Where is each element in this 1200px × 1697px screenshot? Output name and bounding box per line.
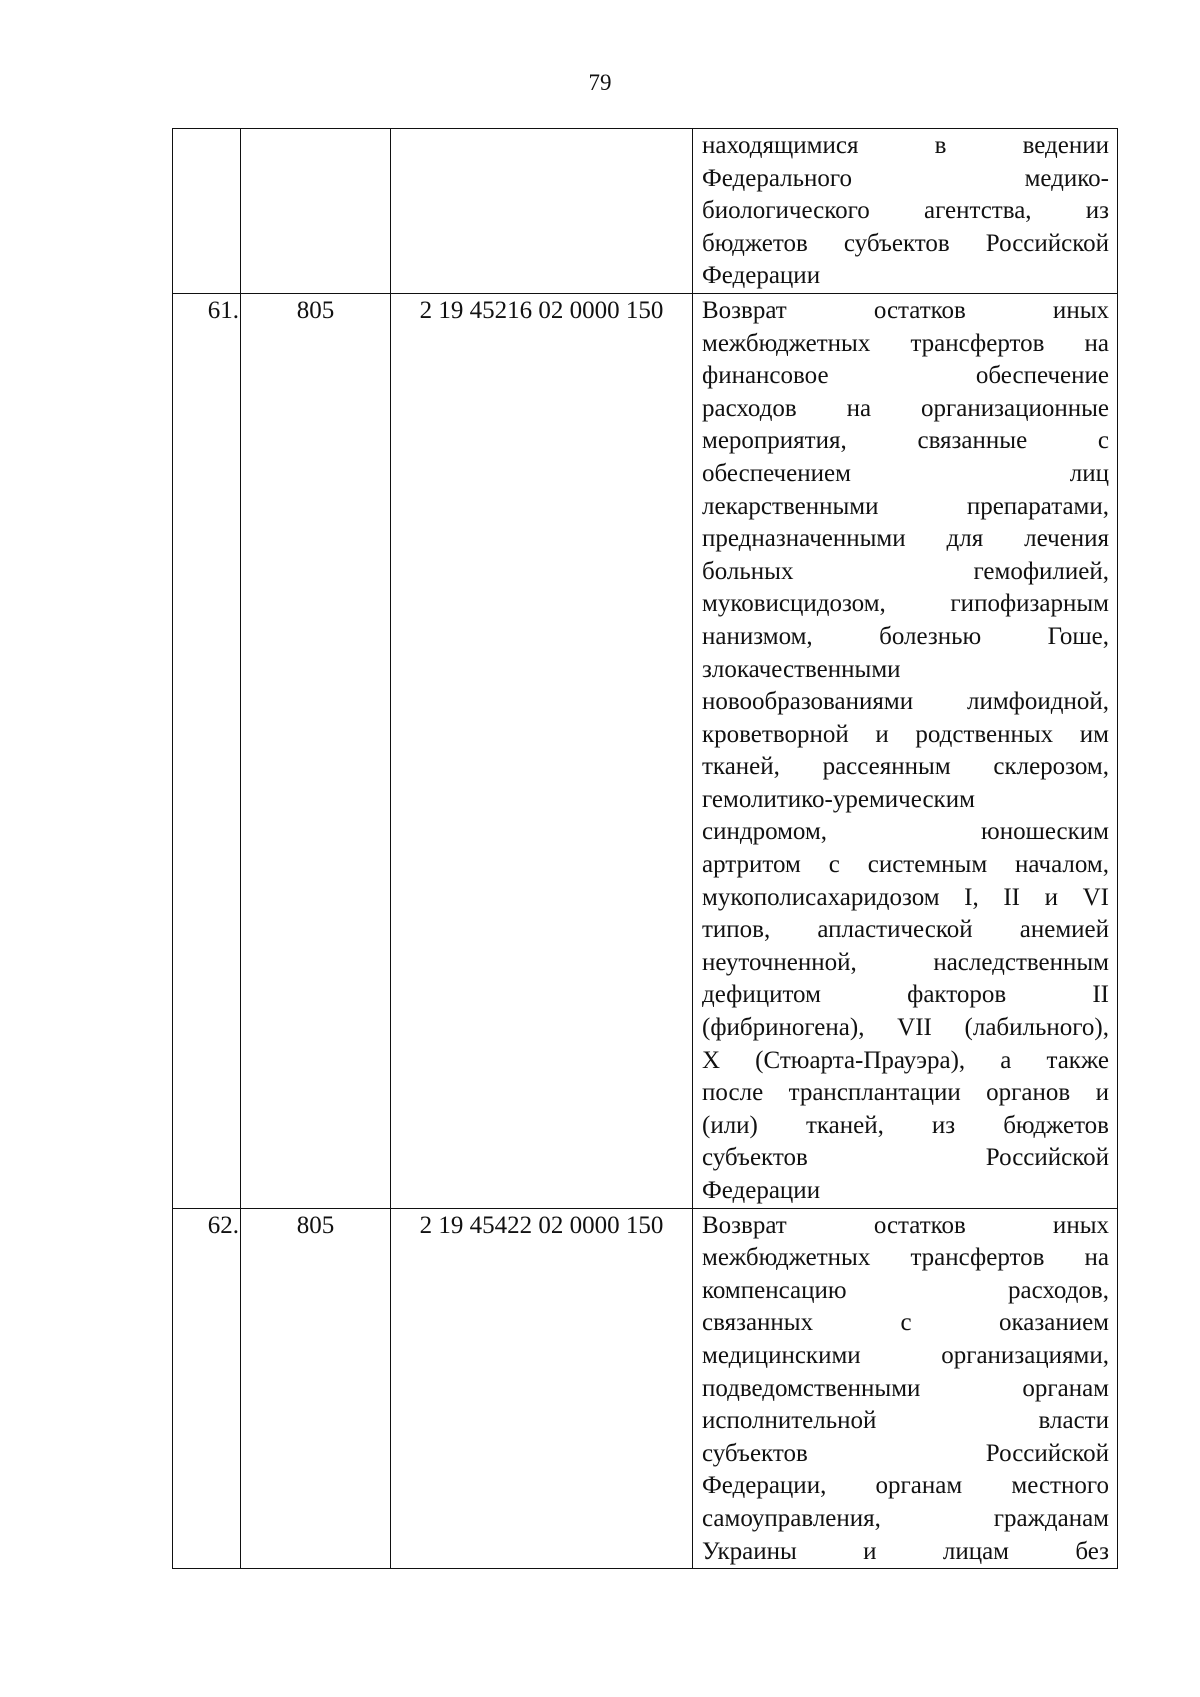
description-line: Возврат остатков иных (702, 296, 1109, 324)
description-cell (693, 293, 1118, 1208)
description-line: после трансплантации органов и (702, 1079, 1109, 1107)
description-line: X (Стюарта-Прауэра), а также (702, 1046, 1109, 1074)
row-number-cell: 61. (173, 293, 241, 1208)
description-line: кроветворной и родственных им (702, 720, 1109, 748)
description-line: дефицитом факторов II (702, 981, 1109, 1009)
description-line: межбюджетных трансфертов на (702, 329, 1109, 357)
description-line: медицинскими организациями, (702, 1341, 1109, 1369)
description-line: связанных с оказанием (702, 1309, 1109, 1337)
description-line: компенсацию расходов, (702, 1276, 1109, 1304)
description-line: финансовое обеспечение (702, 362, 1109, 390)
table-row (173, 1208, 1118, 1569)
budget-codes-table (172, 128, 1118, 1569)
admin-code-cell: 805 (241, 293, 391, 1208)
page-number: 79 (588, 70, 612, 95)
description-line: Федерации, органам местного (702, 1472, 1109, 1500)
description-line: самоуправления, гражданам (702, 1504, 1109, 1532)
description-line: неуточненной, наследственным (702, 948, 1109, 976)
budget-code-cell (391, 129, 693, 294)
description-line: Федерации (702, 262, 821, 290)
description-line: Украины и лицам без (702, 1537, 1109, 1565)
description-line: субъектов Российской (702, 1439, 1109, 1467)
description-line: злокачественными (702, 655, 901, 683)
description-line: мукополисахаридозом I, II и VI (702, 883, 1109, 911)
description-line: (или) тканей, из бюджетов (702, 1111, 1109, 1139)
table-row (173, 293, 1118, 1208)
budget-code-cell: 2 19 45216 02 0000 150 (391, 293, 693, 1208)
description-line: субъектов Российской (702, 1144, 1109, 1172)
description-line: больных гемофилией, (702, 557, 1109, 585)
description-line: гемолитико-уремическим (702, 785, 975, 813)
row-number-cell (173, 129, 241, 294)
description-cell (693, 129, 1118, 294)
admin-code-cell (241, 129, 391, 294)
budget-code-cell: 2 19 45422 02 0000 150 (391, 1208, 693, 1569)
description-line: лекарственными препаратами, (702, 492, 1109, 520)
description-line: синдромом, юношеским (702, 818, 1109, 846)
description-cell (693, 1208, 1118, 1569)
description-line: обеспечением лиц (702, 459, 1109, 487)
description-line: расходов на организационные (702, 394, 1109, 422)
description-line: межбюджетных трансфертов на (702, 1244, 1109, 1272)
description-line: биологического агентства, из (702, 197, 1109, 225)
description-line: муковисцидозом, гипофизарным (702, 590, 1109, 618)
description-line: исполнительной власти (702, 1407, 1109, 1435)
admin-code-cell: 805 (241, 1208, 391, 1569)
description-line: тканей, рассеянным склерозом, (702, 753, 1109, 781)
description-line: нанизмом, болезнью Гоше, (702, 622, 1109, 650)
description-line: мероприятия, связанные с (702, 427, 1109, 455)
description-line: подведомственными органам (702, 1374, 1109, 1402)
description-line: Федерального медико- (702, 164, 1109, 192)
description-line: Федерации (702, 1177, 821, 1204)
description-line: новообразованиями лимфоидной, (702, 688, 1109, 716)
description-line: находящимися в ведении (702, 132, 1109, 159)
description-line: Возврат остатков иных (702, 1211, 1109, 1239)
description-line: типов, апластической анемией (702, 916, 1109, 944)
description-line: артритом с системным началом, (702, 851, 1109, 879)
row-number-cell: 62. (173, 1208, 241, 1569)
description-line: предназначенными для лечения (702, 525, 1109, 553)
table-row (173, 129, 1118, 294)
description-line: (фибриногена), VII (лабильного), (702, 1014, 1109, 1042)
description-line: бюджетов субъектов Российской (702, 229, 1109, 257)
